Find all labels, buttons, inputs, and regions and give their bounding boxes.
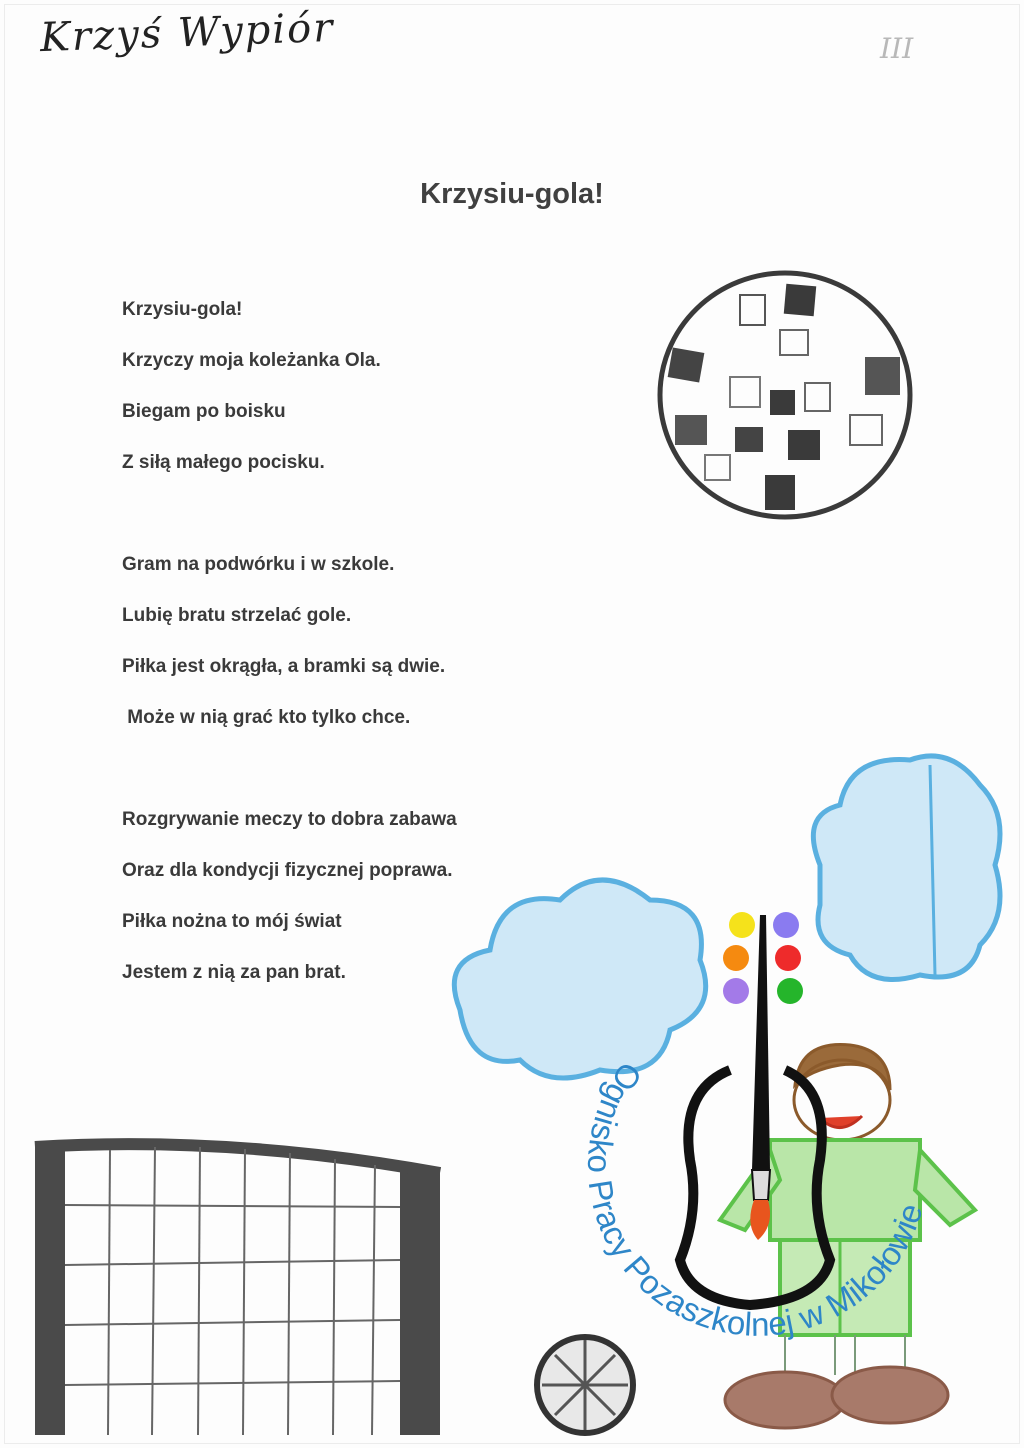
poem-line: Biegam po boisku	[122, 401, 286, 422]
page-number-mark: III	[880, 32, 914, 65]
logo-circular-text: Ognisko Pracy Pozaszkolnej w Mikołowie	[580, 1055, 930, 1343]
poem-stanza-1	[122, 300, 381, 504]
poem-line: Z siłą małego pocisku.	[122, 452, 325, 473]
poem-line: Lubię bratu strzelać gole.	[122, 605, 352, 626]
palette-dot	[729, 912, 755, 938]
palette-dot	[777, 978, 803, 1004]
poem-line: Może w nią grać kto tylko chce.	[122, 707, 411, 728]
poem-line: Oraz dla kondycji fizycznej poprawa.	[122, 860, 453, 881]
poem-line: Piłka jest okrągła, a bramki są dwie.	[122, 656, 446, 677]
palette-dot	[723, 978, 749, 1004]
poem-line: Krzyczy moja koleżanka Ola.	[122, 350, 381, 371]
poem-line: Gram na podwórku i w szkole.	[122, 554, 395, 575]
paintbrush-tip-icon	[750, 1200, 770, 1240]
soccer-goal-drawing	[30, 1135, 450, 1435]
poem-line: Krzysiu-gola!	[122, 299, 243, 320]
paintbrush-ferrule-icon	[752, 1170, 770, 1200]
author-signature: Krzyś Wypiór	[39, 4, 336, 62]
palette-dot	[773, 912, 799, 938]
ognisko-logo	[530, 880, 950, 1380]
poem-title: Krzysiu-gola!	[420, 178, 604, 210]
palette-dot	[775, 945, 801, 971]
poem-line: Rozgrywanie meczy to dobra zabawa	[122, 809, 457, 830]
poem-line: Jestem z nią za pan brat.	[122, 962, 346, 983]
poem-line: Piłka nożna to mój świat	[122, 911, 342, 932]
paintbrush-handle-icon	[752, 915, 770, 1170]
soccer-ball-drawing	[650, 265, 920, 525]
palette-dot	[723, 945, 749, 971]
poem-stanza-3	[122, 810, 457, 1014]
poem-stanza-2	[122, 555, 445, 759]
